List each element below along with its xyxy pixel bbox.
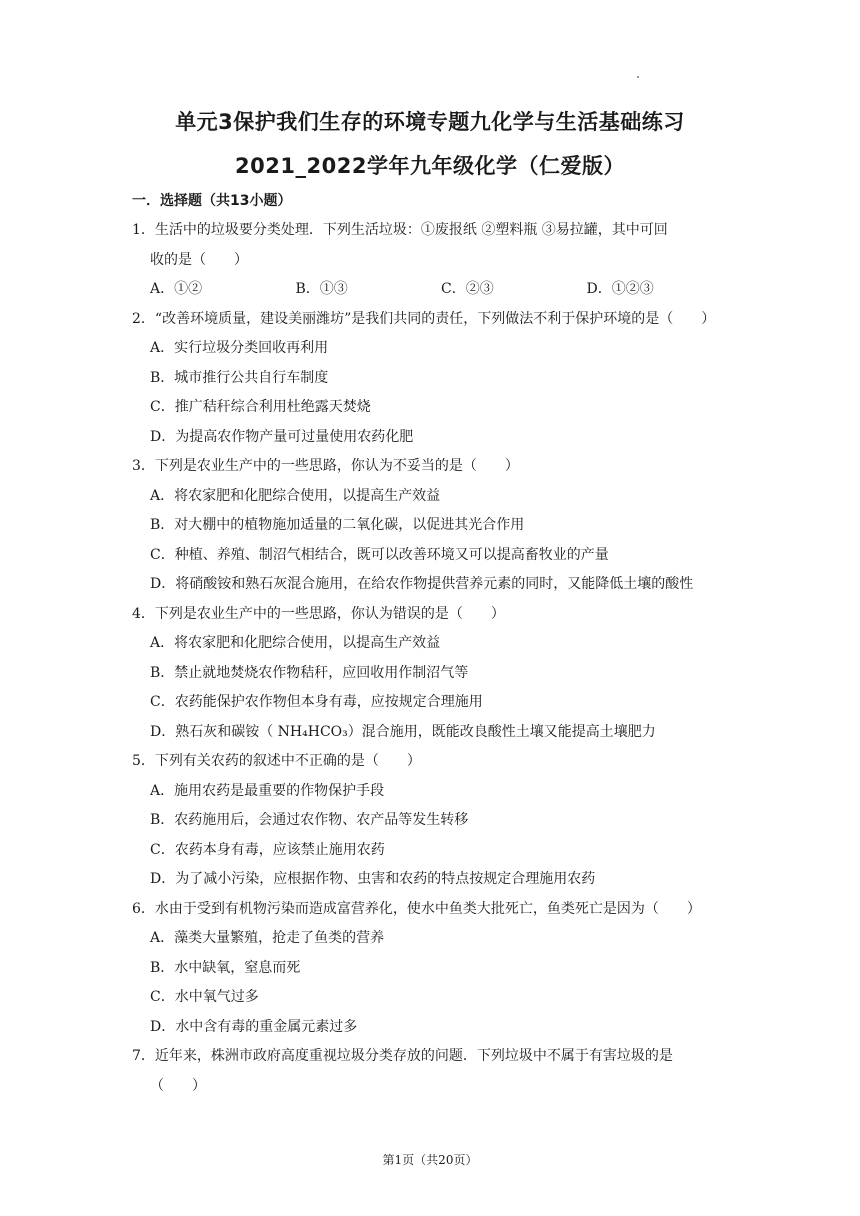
option: C．水中氧气过多 (150, 989, 259, 1005)
option: A．将农家肥和化肥综合使用，以提高生产效益 (150, 635, 441, 651)
option: B．①③ (295, 281, 348, 297)
option: C．种植、养殖、制沼气相结合，既可以改善环境又可以提高畜牧业的产量 (150, 546, 609, 563)
page-dot (637, 76, 639, 78)
page-footer: 第1页（共20页） (382, 1153, 478, 1167)
option: C．②③ (441, 281, 494, 297)
question-list (132, 216, 732, 1101)
option: C．推广秸秆综合利用杜绝露天焚烧 (150, 399, 371, 415)
question-stem: 1．生活中的垃圾要分类处理．下列生活垃圾：①废报纸 ②塑料瓶 ③易拉罐，其中可回 (132, 222, 668, 238)
question-stem: 3．下列是农业生产中的一些思路，你认为不妥当的是（ ） (132, 458, 519, 474)
question-stem: 2．“改善环境质量，建设美丽潍坊”是我们共同的责任，下列做法不利于保护环境的是（ ） (132, 310, 716, 327)
section-heading: 一．选择题（共13小题） (132, 193, 292, 209)
question-stem: 4．下列是农业生产中的一些思路，你认为错误的是（ ） (132, 605, 505, 622)
option: D．为了减小污染，应根据作物、虫害和农药的特点按规定合理施用农药 (150, 871, 596, 887)
option: D．熟石灰和碳铵（ NH₄HCO₃）混合施用，既能改良酸性土壤又能提高土壤肥力 (150, 723, 656, 740)
document-title-line-1: 单元3保护我们生存的环境专题九化学与生活基础练习 (175, 110, 685, 134)
option: A．施用农药是最重要的作物保护手段 (150, 782, 385, 799)
question-stem: 6．水由于受到有机物污染而造成富营养化，使水中鱼类大批死亡，鱼类死亡是因为（ ） (132, 900, 701, 917)
option: A．藻类大量繁殖，抢走了鱼类的营养 (150, 930, 385, 946)
option: D．①②③ (586, 281, 654, 297)
question-stem-continued: 收的是（ ） (150, 251, 248, 268)
option: B．水中缺氧，窒息而死 (150, 959, 301, 976)
option: C．农药能保护农作物但本身有毒，应按规定合理施用 (150, 694, 483, 710)
question-stem: 7．近年来，株洲市政府高度重视垃圾分类存放的问题．下列垃圾中不属于有害垃圾的是 (132, 1048, 673, 1064)
option: D．将硝酸铵和熟石灰混合施用，在给农作物提供营养元素的同时，又能降低土壤的酸性 (150, 576, 694, 592)
option: B．城市推行公共自行车制度 (150, 369, 329, 386)
question-stem: 5．下列有关农药的叙述中不正确的是（ ） (132, 753, 421, 769)
option: A．实行垃圾分类回收再利用 (150, 340, 329, 356)
option: C．农药本身有毒，应该禁止施用农药 (150, 841, 385, 858)
option: A．将农家肥和化肥综合使用，以提高生产效益 (150, 487, 441, 504)
option: B．农药施用后，会通过农作物、农产品等发生转移 (150, 812, 469, 828)
document-title-line-2: 2021_2022学年九年级化学（仁爱版） (235, 154, 625, 178)
question-stem-continued: （ ） (150, 1077, 206, 1094)
option: A．①② (150, 281, 203, 297)
option: B．禁止就地焚烧农作物秸秆，应回收用作制沼气等 (150, 664, 469, 681)
options-row (132, 275, 732, 305)
option: D．为提高农作物产量可过量使用农药化肥 (150, 428, 414, 445)
option: B．对大棚中的植物施加适量的二氧化碳，以促进其光合作用 (150, 517, 525, 533)
option: D．水中含有毒的重金属元素过多 (150, 1018, 358, 1035)
